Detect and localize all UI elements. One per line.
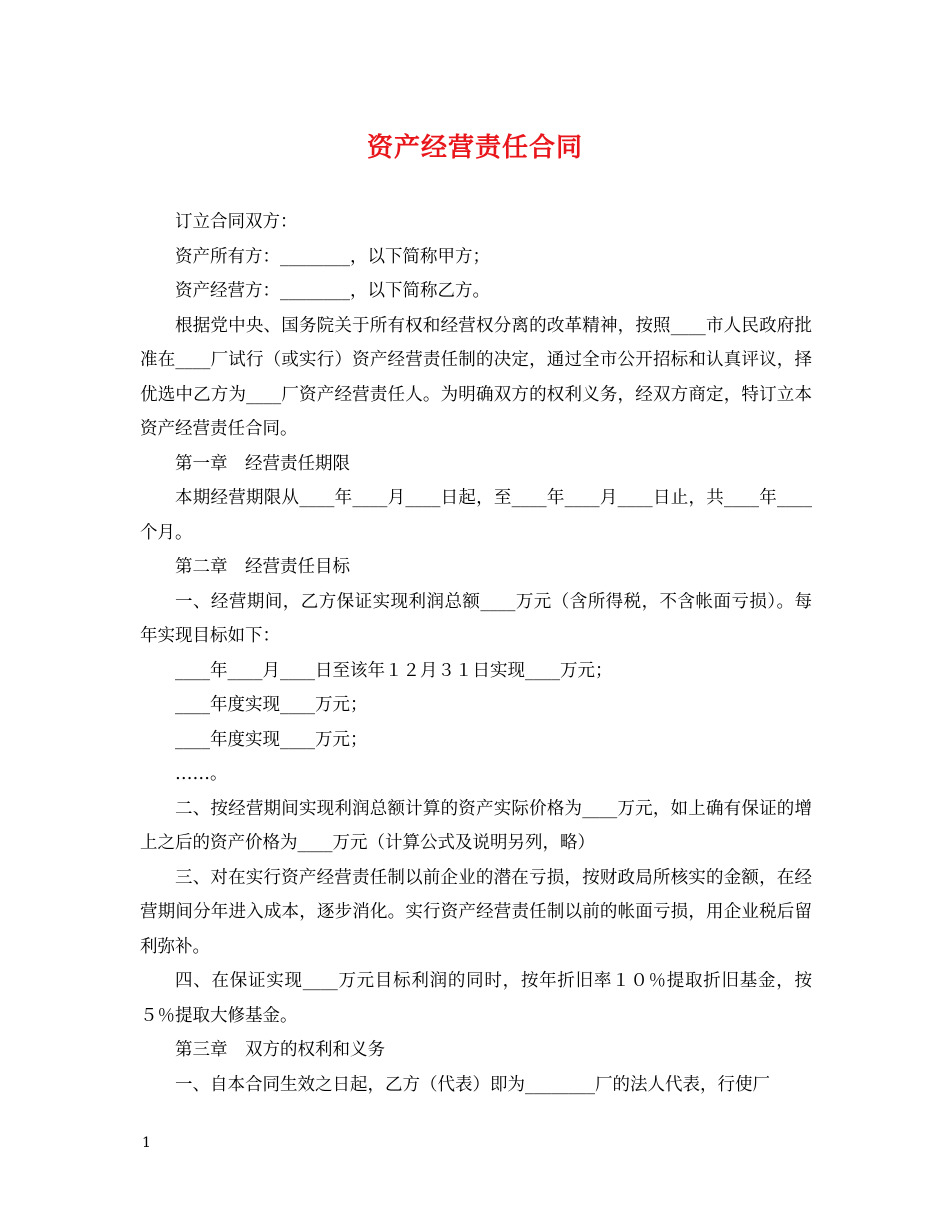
paragraph-rights-1: 一、自本合同生效之日起，乙方（代表）即为________厂的法人代表，行使厂 <box>175 1074 770 1095</box>
paragraph-preamble: 根据党中央、国务院关于所有权和经营权分离的改革精神，按照____市人民政府批准在____厂试行（或实行）资产经营责任制的决定，通过全市公开招标和认真评议，择优选中乙方为____厂资产经营责任人。为明确双方的权利义务，经双方商定，特订立本资产经营责任合同。 <box>140 315 812 439</box>
document-body <box>140 205 812 1102</box>
paragraph-ellipsis: ……。 <box>175 764 228 784</box>
paragraph-target-1: 一、经营期间，乙方保证实现利润总额____万元（含所得税，不含帐面亏损）。每年实现目标如下： <box>140 591 812 646</box>
paragraph-target-3: 三、对在实行资产经营责任制以前企业的潜在亏损，按财政局所核实的金额，在经营期间分年进入成本，逐步消化。实行资产经营责任制以前的帐面亏损，用企业税后留利弥补。 <box>140 867 812 957</box>
chapter-1-heading: 第一章 经营责任期限 <box>175 453 350 474</box>
chapter-3-heading: 第三章 双方的权利和义务 <box>175 1040 385 1060</box>
paragraph-term: 本期经营期限从____年____月____日起，至____年____月____日止，共____年____个月。 <box>140 488 812 543</box>
document-title: 资产经营责任合同 <box>366 133 583 163</box>
page-number: 1 <box>142 1135 151 1151</box>
paragraph-target-2: 二、按经营期间实现利润总额计算的资产实际价格为____万元，如上确有保证的增上之后的资产价格为____万元（计算公式及说明另列，略） <box>140 798 812 853</box>
paragraph-party-a: 资产所有方：________，以下简称甲方； <box>175 246 490 267</box>
chapter-2-heading: 第二章 经营责任目标 <box>175 557 350 577</box>
paragraph-target-year-first: ____年____月____日至该年１２月３１日实现____万元； <box>175 660 613 681</box>
paragraph-target-year-2: ____年度实现____万元； <box>175 695 368 715</box>
paragraph-parties-intro: 订立合同双方： <box>175 212 298 232</box>
paragraph-party-b: 资产经营方：________，以下简称乙方。 <box>175 281 490 301</box>
paragraph-target-4: 四、在保证实现____万元目标利润的同时，按年折旧率１０％提取折旧基金，按５％提取大修基金。 <box>140 971 812 1026</box>
paragraph-target-year-3: ____年度实现____万元； <box>175 729 368 750</box>
